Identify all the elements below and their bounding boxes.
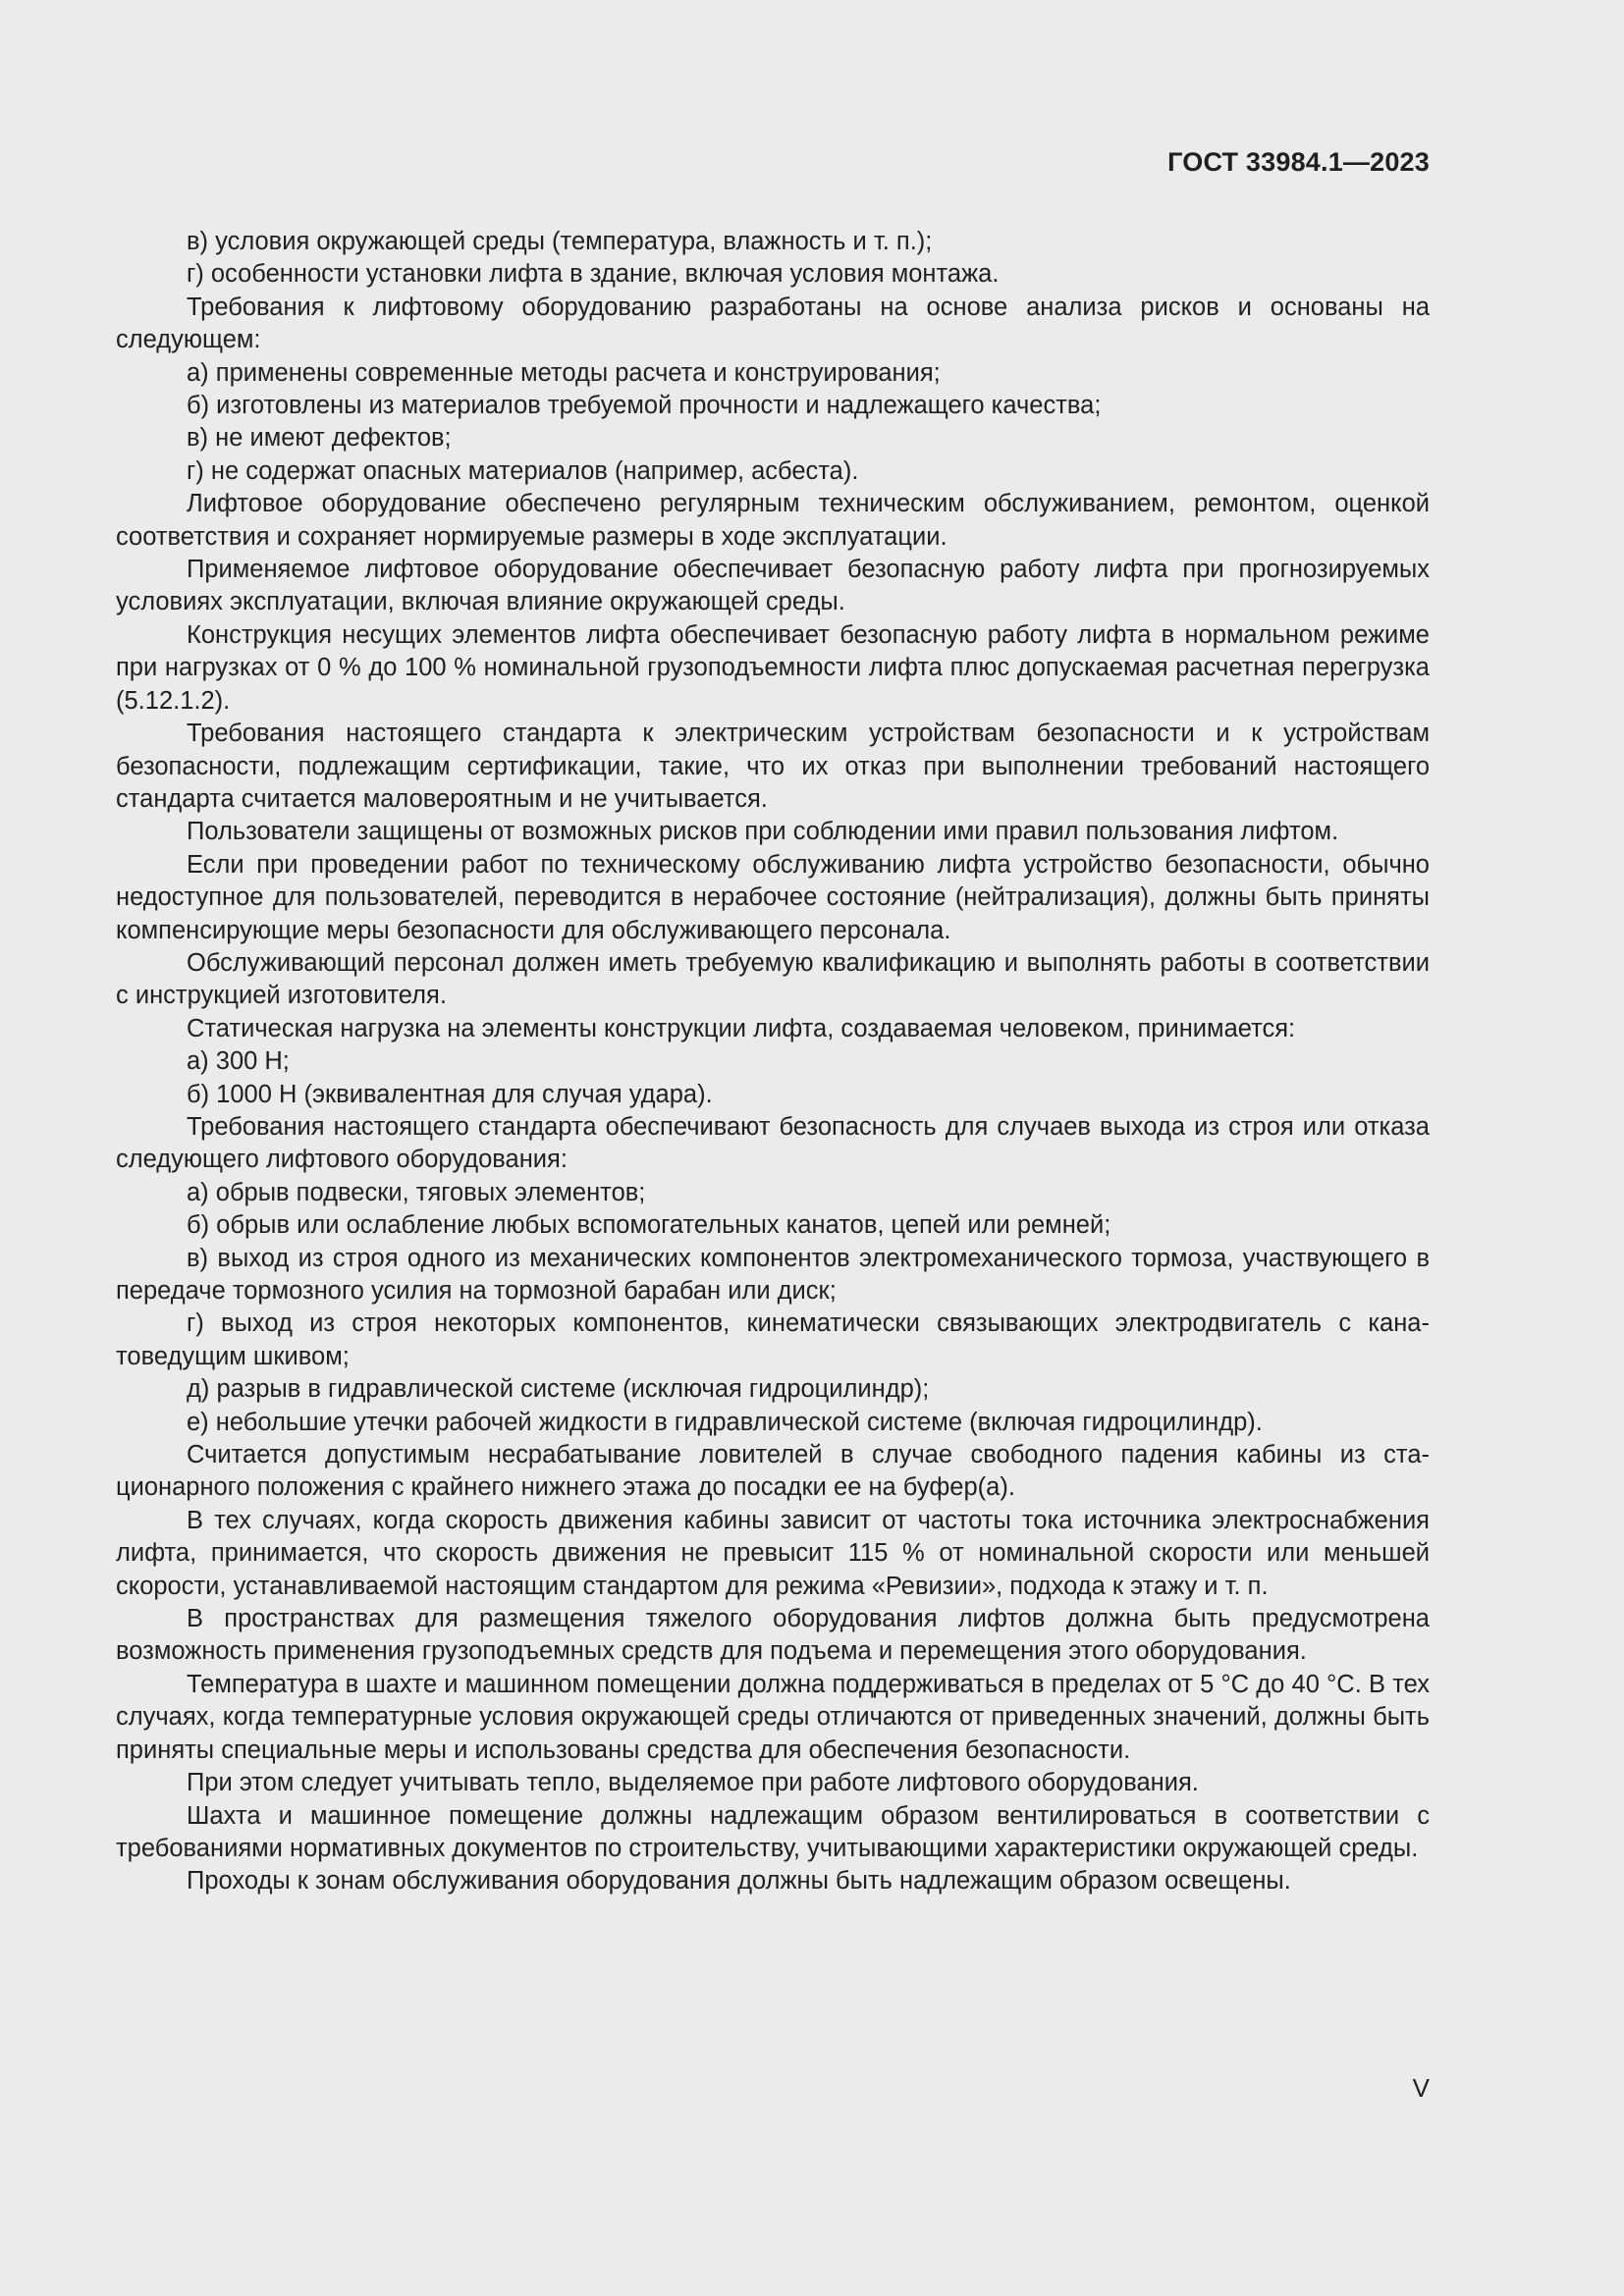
body-paragraph: Проходы к зонам обслуживания оборудования должны быть надлежащим образом освещены. bbox=[187, 1867, 1291, 1896]
body-paragraph: а) 300 Н; bbox=[187, 1047, 290, 1076]
body-paragraph: г) особенности установки лифта в здание, включая условия монтажа. bbox=[187, 260, 1000, 289]
body-paragraph: а) применены современные методы расчета и конструирования; bbox=[187, 358, 941, 387]
body-paragraph: Применяемое лифтовое оборудование обеспечивает безопасную работу лифта при прогнозируемых условиях эксплуатации, включая влияние окружающей среды. bbox=[116, 556, 1430, 616]
body-paragraph: Считается допустимым несрабатывание ловителей в случае свободного падения кабины из стационарного положения с крайнего нижнего этажа до посадки ее на буфер(а). bbox=[116, 1441, 1430, 1502]
body-paragraph: б) обрыв или ослабление любых вспомогательных канатов, цепей или ремней; bbox=[187, 1211, 1111, 1240]
body-paragraph: Требования настоящего стандарта обеспечивают безопасность для случаев выхода из строя или отказа следующего лифтового оборудования: bbox=[116, 1112, 1430, 1174]
body-paragraph: Лифтовое оборудование обеспечено регулярным техническим обслуживанием, ремонтом, оценкой соответствия и сохраняет нормируемые размеры в ходе эксплуатации. bbox=[116, 490, 1430, 551]
body-paragraph: Если при проведении работ по техническому обслуживанию лифта устройство безопасности, обычно недоступное для пользователей, переводится в нерабочее состояние (нейтрализация), должны быть приняты компенсирующие меры безопасности для обслуживающего персонала. bbox=[116, 850, 1430, 944]
body-paragraph: б) 1000 Н (эквивалентная для случая удара). bbox=[187, 1080, 713, 1108]
body-paragraph: Конструкция несущих элементов лифта обеспечивает безопасную работу лифта в нормальном режиме при нагрузках от 0 % до 100 % номинальной грузоподъемности лифта плюс допускаемая расчетная перегрузка (5.12.1.2). bbox=[116, 620, 1430, 715]
body-paragraph: д) разрыв в гидравлической системе (исключая гидроцилиндр); bbox=[187, 1375, 930, 1404]
body-paragraph: а) обрыв подвески, тяговых элементов; bbox=[187, 1178, 646, 1206]
body-paragraph: Обслуживающий персонал должен иметь требуемую квалификацию и выполнять работы в соответствии с инструкцией изготовителя. bbox=[116, 948, 1430, 1010]
body-paragraph: Требования к лифтовому оборудованию разработаны на основе анализа рисков и основаны на следующем: bbox=[116, 293, 1430, 354]
body-paragraph: Температура в шахте и машинном помещении должна поддерживаться в пределах от 5 °C до 40 °C. В тех случаях, когда температурные условия окружающей среды отличаются от приведенных значений, должны быть приняты специальные меры и использованы средства для обеспечения безопасности. bbox=[116, 1670, 1430, 1764]
body-paragraph: Пользователи защищены от возможных рисков при соблюдении ими правил пользования лифтом. bbox=[187, 818, 1339, 846]
body-paragraph: Статическая нагрузка на элементы конструкции лифта, создаваемая человеком, принимается: bbox=[187, 1014, 1296, 1042]
document-body bbox=[116, 226, 1430, 1898]
body-paragraph: Требования настоящего стандарта к электрическим устройствам безопасности и к устройствам безопасности, подлежащим сертификации, такие, что их отказ при выполнении требований настоящего стандарта считается маловероятным и не учитывается. bbox=[116, 720, 1430, 813]
body-paragraph: в) не имеют дефектов; bbox=[187, 424, 452, 453]
page-number: V bbox=[1412, 2073, 1430, 2103]
body-paragraph: в) выход из строя одного из механических компонентов электромеханического тормоза, участвующего в передаче тормозного усилия на тормозной барабан или диск; bbox=[116, 1244, 1430, 1305]
body-paragraph: В пространствах для размещения тяжелого оборудования лифтов должна быть предусмотрена возможность применения грузоподъемных средств для подъема и перемещения этого оборудования. bbox=[116, 1605, 1430, 1666]
body-paragraph: е) небольшие утечки рабочей жидкости в гидравлической системе (включая гидроцилиндр). bbox=[187, 1408, 1263, 1436]
body-paragraph: При этом следует учитывать тепло, выделяемое при работе лифтового оборудования. bbox=[187, 1769, 1199, 1797]
body-paragraph: В тех случаях, когда скорость движения кабины зависит от частоты тока источника электроснабжения лифта, принимается, что скорость движения не превысит 115 % от номинальной скорости или меньшей скорости, устанавливаемой настоящим стандартом для режима «Ревизии», подхода к этажу и т. п. bbox=[116, 1506, 1430, 1600]
body-paragraph: в) условия окружающей среды (температура, влажность и т. п.); bbox=[187, 228, 933, 255]
body-paragraph: Шахта и машинное помещение должны надлежащим образом вентилироваться в соответствии с требованиями нормативных документов по строительству, учитывающими характеристики окружающей среды. bbox=[116, 1801, 1430, 1862]
body-paragraph: б) изготовлены из материалов требуемой прочности и надлежащего качества; bbox=[187, 392, 1102, 420]
body-paragraph: г) выход из строя некоторых компонентов, кинематически связывающих электродвигатель с канатоведущим шкивом; bbox=[116, 1309, 1430, 1370]
body-paragraph: г) не содержат опасных материалов (например, асбеста). bbox=[187, 456, 859, 485]
document-header: ГОСТ 33984.1—2023 bbox=[1167, 147, 1430, 177]
